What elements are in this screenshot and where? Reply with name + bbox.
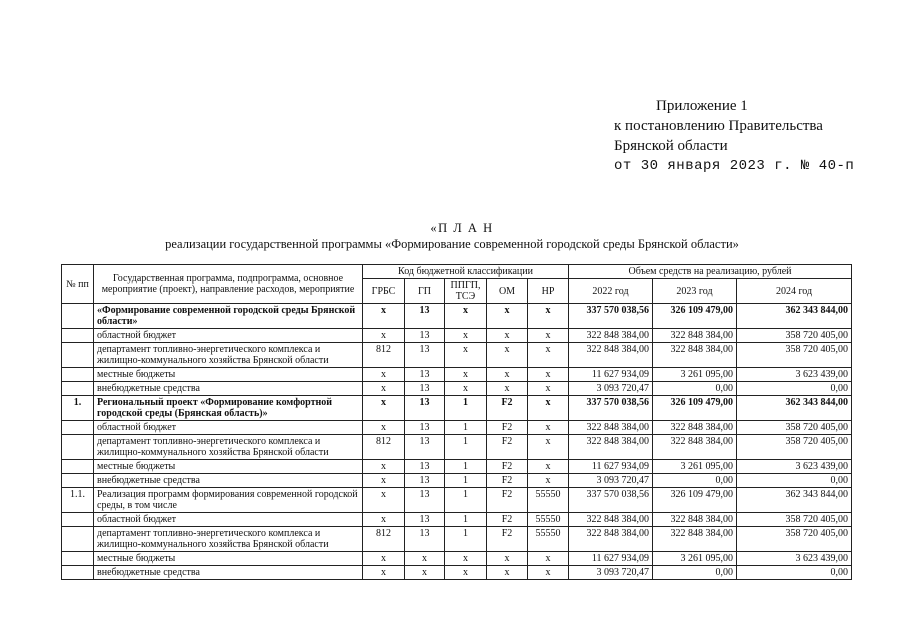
row-grbs: х bbox=[363, 552, 405, 566]
row-grbs: х bbox=[363, 474, 405, 488]
row-grbs: х bbox=[363, 396, 405, 421]
row-nr: х bbox=[528, 343, 569, 368]
row-nr: х bbox=[528, 396, 569, 421]
row-2023: 322 848 384,00 bbox=[653, 329, 737, 343]
row-grbs: х bbox=[363, 421, 405, 435]
row-num bbox=[62, 474, 94, 488]
row-num: 1.1. bbox=[62, 488, 94, 513]
header-gp: ГП bbox=[405, 279, 445, 304]
row-gp: 13 bbox=[405, 421, 445, 435]
row-nr: 55550 bbox=[528, 488, 569, 513]
row-grbs: 812 bbox=[363, 343, 405, 368]
appendix-resolution: к постановлению Правительства bbox=[614, 118, 823, 134]
row-2022: 11 627 934,09 bbox=[569, 552, 653, 566]
row-2024: 362 343 844,00 bbox=[737, 396, 852, 421]
row-ppgp: 1 bbox=[445, 435, 487, 460]
row-num bbox=[62, 421, 94, 435]
row-num bbox=[62, 552, 94, 566]
row-num bbox=[62, 460, 94, 474]
table-row bbox=[62, 460, 852, 474]
table-row bbox=[62, 304, 852, 329]
table-row bbox=[62, 343, 852, 368]
row-ppgp: х bbox=[445, 329, 487, 343]
row-num bbox=[62, 304, 94, 329]
row-2022: 337 570 038,56 bbox=[569, 488, 653, 513]
row-2022: 322 848 384,00 bbox=[569, 343, 653, 368]
row-gp: 13 bbox=[405, 396, 445, 421]
row-name: областной бюджет bbox=[94, 421, 363, 435]
table-row bbox=[62, 435, 852, 460]
table-row bbox=[62, 396, 852, 421]
row-num bbox=[62, 435, 94, 460]
row-name: местные бюджеты bbox=[94, 368, 363, 382]
row-name: внебюджетные средства bbox=[94, 382, 363, 396]
row-2022: 322 848 384,00 bbox=[569, 421, 653, 435]
row-om: F2 bbox=[487, 421, 528, 435]
appendix-block bbox=[614, 96, 854, 176]
row-2024: 358 720 405,00 bbox=[737, 421, 852, 435]
row-2023: 3 261 095,00 bbox=[653, 368, 737, 382]
row-name: местные бюджеты bbox=[94, 552, 363, 566]
table-header-row-1 bbox=[62, 265, 852, 279]
row-num bbox=[62, 368, 94, 382]
row-ppgp: х bbox=[445, 566, 487, 580]
plan-heading: «П Л А Н bbox=[430, 221, 494, 235]
row-gp: 13 bbox=[405, 368, 445, 382]
row-2022: 3 093 720,47 bbox=[569, 474, 653, 488]
row-om: F2 bbox=[487, 527, 528, 552]
row-name: местные бюджеты bbox=[94, 460, 363, 474]
row-name: департамент топливно-энергетического комплекса и жилищно-коммунального хозяйства Брянской области bbox=[94, 527, 363, 552]
row-nr: х bbox=[528, 368, 569, 382]
table-row bbox=[62, 513, 852, 527]
header-2023: 2023 год bbox=[653, 279, 737, 304]
row-2024: 358 720 405,00 bbox=[737, 527, 852, 552]
row-nr: х bbox=[528, 460, 569, 474]
table-body bbox=[62, 304, 852, 580]
row-2023: 322 848 384,00 bbox=[653, 435, 737, 460]
row-nr: х bbox=[528, 304, 569, 329]
row-gp: 13 bbox=[405, 513, 445, 527]
header-grbs: ГРБС bbox=[363, 279, 405, 304]
row-gp: 13 bbox=[405, 527, 445, 552]
row-om: F2 bbox=[487, 513, 528, 527]
row-2023: 3 261 095,00 bbox=[653, 552, 737, 566]
row-grbs: 812 bbox=[363, 527, 405, 552]
row-grbs: 812 bbox=[363, 435, 405, 460]
row-2022: 322 848 384,00 bbox=[569, 527, 653, 552]
row-ppgp: 1 bbox=[445, 460, 487, 474]
appendix-title: Приложение 1 bbox=[656, 98, 748, 114]
row-om: х bbox=[487, 368, 528, 382]
row-2024: 358 720 405,00 bbox=[737, 343, 852, 368]
table-row bbox=[62, 382, 852, 396]
row-2024: 0,00 bbox=[737, 382, 852, 396]
row-gp: х bbox=[405, 566, 445, 580]
row-om: F2 bbox=[487, 435, 528, 460]
row-ppgp: 1 bbox=[445, 527, 487, 552]
row-om: F2 bbox=[487, 396, 528, 421]
row-ppgp: 1 bbox=[445, 513, 487, 527]
row-num bbox=[62, 513, 94, 527]
row-2024: 358 720 405,00 bbox=[737, 329, 852, 343]
row-grbs: х bbox=[363, 304, 405, 329]
row-2023: 0,00 bbox=[653, 474, 737, 488]
row-gp: х bbox=[405, 552, 445, 566]
row-num: 1. bbox=[62, 396, 94, 421]
row-nr: 55550 bbox=[528, 527, 569, 552]
row-ppgp: х bbox=[445, 382, 487, 396]
table-row bbox=[62, 329, 852, 343]
row-om: х bbox=[487, 552, 528, 566]
row-2024: 0,00 bbox=[737, 566, 852, 580]
row-2023: 326 109 479,00 bbox=[653, 396, 737, 421]
row-nr: х bbox=[528, 382, 569, 396]
row-2022: 322 848 384,00 bbox=[569, 435, 653, 460]
row-grbs: х bbox=[363, 329, 405, 343]
row-num bbox=[62, 329, 94, 343]
table-row bbox=[62, 488, 852, 513]
row-gp: 13 bbox=[405, 460, 445, 474]
table-row bbox=[62, 552, 852, 566]
row-om: F2 bbox=[487, 460, 528, 474]
row-ppgp: 1 bbox=[445, 396, 487, 421]
row-2023: 326 109 479,00 bbox=[653, 304, 737, 329]
row-grbs: х bbox=[363, 368, 405, 382]
row-grbs: х bbox=[363, 513, 405, 527]
header-ppgp: ППГП, ТСЭ bbox=[445, 279, 487, 304]
header-code-group: Код бюджетной классификации bbox=[363, 265, 569, 279]
row-name: областной бюджет bbox=[94, 513, 363, 527]
row-2024: 358 720 405,00 bbox=[737, 513, 852, 527]
row-gp: 13 bbox=[405, 488, 445, 513]
row-nr: х bbox=[528, 552, 569, 566]
row-nr: х bbox=[528, 474, 569, 488]
row-name: областной бюджет bbox=[94, 329, 363, 343]
row-2023: 322 848 384,00 bbox=[653, 513, 737, 527]
row-ppgp: х bbox=[445, 552, 487, 566]
row-2024: 0,00 bbox=[737, 474, 852, 488]
row-2023: 326 109 479,00 bbox=[653, 488, 737, 513]
appendix-region: Брянской области bbox=[614, 138, 728, 154]
row-2022: 337 570 038,56 bbox=[569, 304, 653, 329]
row-nr: х bbox=[528, 435, 569, 460]
row-2023: 322 848 384,00 bbox=[653, 421, 737, 435]
plan-table bbox=[61, 264, 852, 580]
header-name: Государственная программа, подпрограмма, основное мероприятие (проект), направление расходов, мероприятие bbox=[94, 265, 363, 304]
plan-subheading: реализации государственной программы «Формирование современной городской среды Брянской области» bbox=[165, 237, 739, 251]
row-grbs: х bbox=[363, 488, 405, 513]
row-2022: 11 627 934,09 bbox=[569, 460, 653, 474]
row-2023: 0,00 bbox=[653, 382, 737, 396]
header-num: № пп bbox=[62, 265, 94, 304]
row-om: х bbox=[487, 382, 528, 396]
row-ppgp: х bbox=[445, 343, 487, 368]
row-num bbox=[62, 343, 94, 368]
header-2024: 2024 год bbox=[737, 279, 852, 304]
document-title bbox=[0, 220, 904, 252]
row-2023: 0,00 bbox=[653, 566, 737, 580]
row-gp: 13 bbox=[405, 343, 445, 368]
row-2022: 3 093 720,47 bbox=[569, 566, 653, 580]
row-2024: 3 623 439,00 bbox=[737, 368, 852, 382]
row-2024: 3 623 439,00 bbox=[737, 460, 852, 474]
row-gp: 13 bbox=[405, 474, 445, 488]
table-row bbox=[62, 368, 852, 382]
row-om: F2 bbox=[487, 474, 528, 488]
header-om: ОМ bbox=[487, 279, 528, 304]
header-2022: 2022 год bbox=[569, 279, 653, 304]
row-nr: 55550 bbox=[528, 513, 569, 527]
row-om: х bbox=[487, 329, 528, 343]
table-row bbox=[62, 474, 852, 488]
row-nr: х bbox=[528, 329, 569, 343]
row-2023: 3 261 095,00 bbox=[653, 460, 737, 474]
row-nr: х bbox=[528, 421, 569, 435]
row-gp: 13 bbox=[405, 304, 445, 329]
row-2022: 337 570 038,56 bbox=[569, 396, 653, 421]
table-row bbox=[62, 527, 852, 552]
row-gp: 13 bbox=[405, 329, 445, 343]
row-grbs: х bbox=[363, 460, 405, 474]
row-name: Реализация программ формирования современной городской среды, в том числе bbox=[94, 488, 363, 513]
table-row bbox=[62, 566, 852, 580]
row-name: внебюджетные средства bbox=[94, 474, 363, 488]
row-name: департамент топливно-энергетического комплекса и жилищно-коммунального хозяйства Брянской области bbox=[94, 435, 363, 460]
row-ppgp: х bbox=[445, 304, 487, 329]
row-2023: 322 848 384,00 bbox=[653, 343, 737, 368]
header-nr: НР bbox=[528, 279, 569, 304]
row-name: Региональный проект «Формирование комфортной городской среды (Брянская область)» bbox=[94, 396, 363, 421]
row-2024: 362 343 844,00 bbox=[737, 488, 852, 513]
row-2024: 362 343 844,00 bbox=[737, 304, 852, 329]
row-gp: 13 bbox=[405, 382, 445, 396]
row-om: х bbox=[487, 343, 528, 368]
row-ppgp: 1 bbox=[445, 474, 487, 488]
row-name: внебюджетные средства bbox=[94, 566, 363, 580]
row-nr: х bbox=[528, 566, 569, 580]
row-2022: 322 848 384,00 bbox=[569, 513, 653, 527]
row-2023: 322 848 384,00 bbox=[653, 527, 737, 552]
table-row bbox=[62, 421, 852, 435]
row-num bbox=[62, 527, 94, 552]
row-2022: 11 627 934,09 bbox=[569, 368, 653, 382]
row-ppgp: 1 bbox=[445, 488, 487, 513]
header-volume-group: Объем средств на реализацию, рублей bbox=[569, 265, 852, 279]
row-grbs: х bbox=[363, 566, 405, 580]
row-grbs: х bbox=[363, 382, 405, 396]
row-om: х bbox=[487, 304, 528, 329]
row-2022: 322 848 384,00 bbox=[569, 329, 653, 343]
row-2022: 3 093 720,47 bbox=[569, 382, 653, 396]
row-ppgp: 1 bbox=[445, 421, 487, 435]
row-om: х bbox=[487, 566, 528, 580]
row-name: «Формирование современной городской среды Брянской области» bbox=[94, 304, 363, 329]
row-2024: 3 623 439,00 bbox=[737, 552, 852, 566]
appendix-date-number: от 30 января 2023 г. № 40-п bbox=[614, 158, 855, 174]
row-gp: 13 bbox=[405, 435, 445, 460]
row-2024: 358 720 405,00 bbox=[737, 435, 852, 460]
row-num bbox=[62, 382, 94, 396]
row-name: департамент топливно-энергетического комплекса и жилищно-коммунального хозяйства Брянской области bbox=[94, 343, 363, 368]
row-ppgp: х bbox=[445, 368, 487, 382]
row-om: F2 bbox=[487, 488, 528, 513]
row-num bbox=[62, 566, 94, 580]
